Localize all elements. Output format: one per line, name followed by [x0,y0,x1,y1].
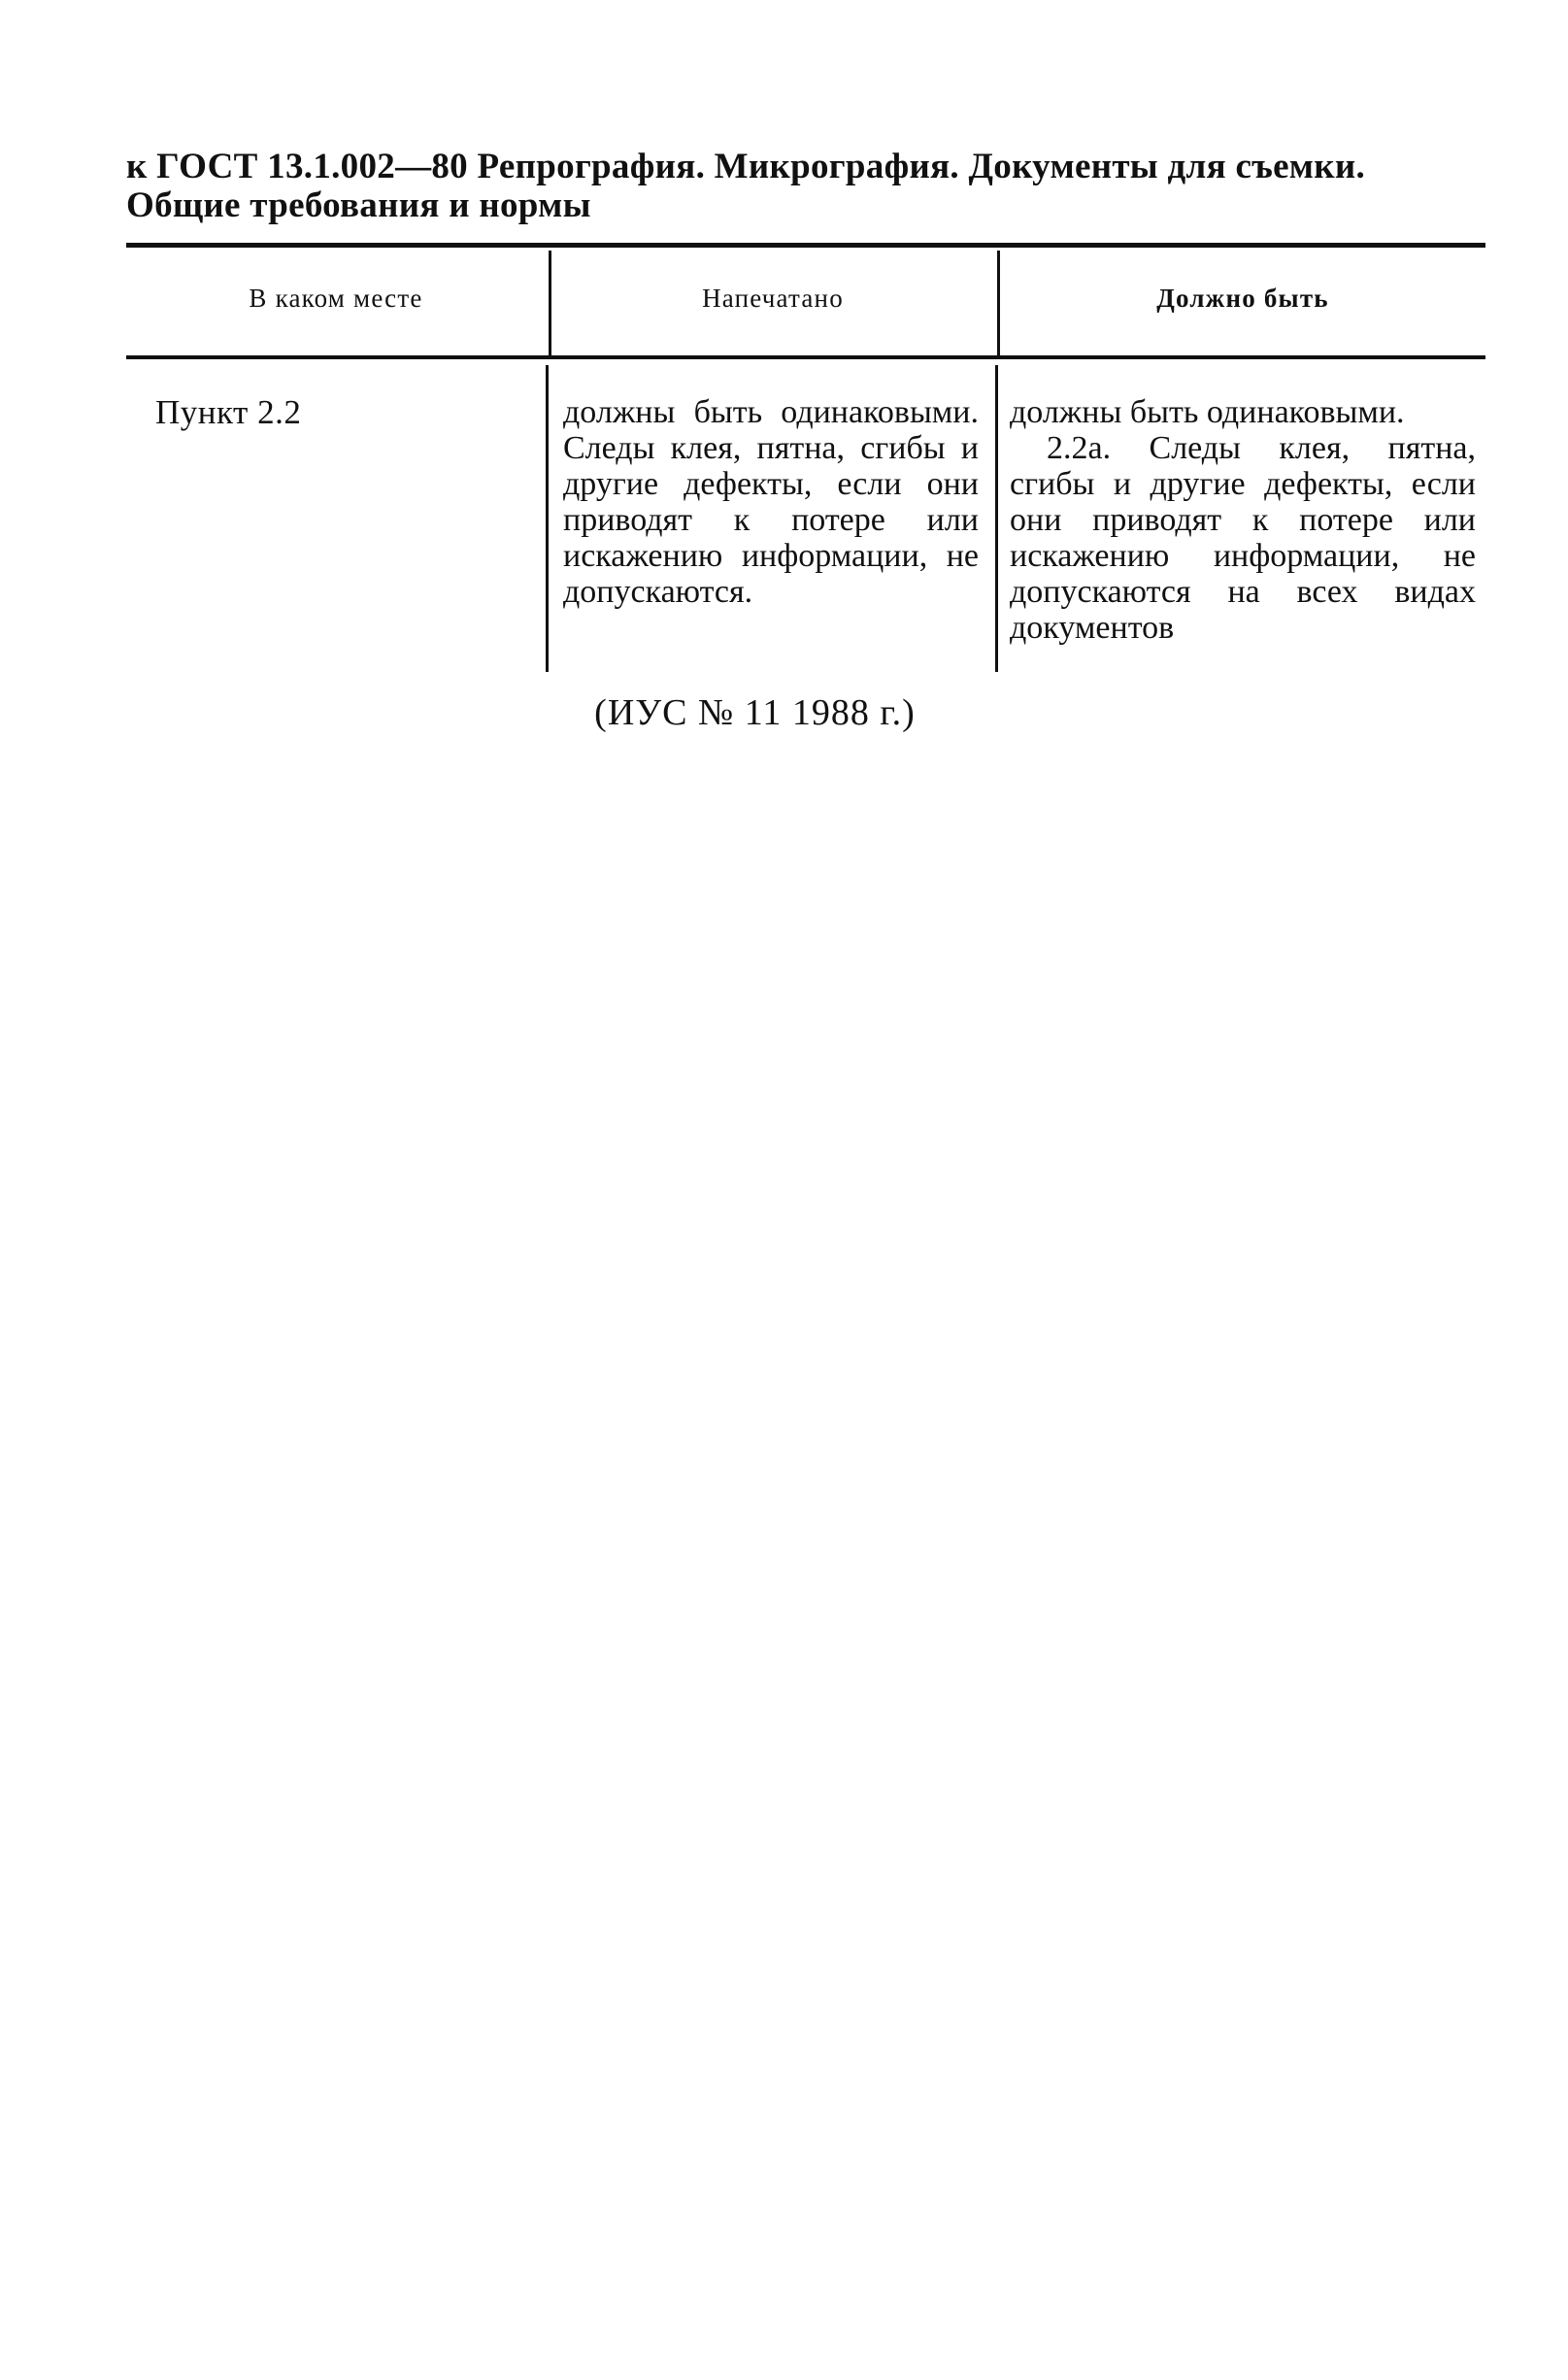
should-be-text-line2: 2.2а. Следы клея, пятна, сгибы и другие дефекты, если они приводят к потере или искажению информации, не допускаются на всех видах документов [1010,430,1476,646]
column-divider [995,365,998,672]
column-header-should-be: Должно быть [1156,284,1329,313]
column-divider [549,251,551,355]
cell-should-be [1010,394,1476,646]
column-header-place: В каком месте [249,284,423,313]
column-header-printed: Напечатано [702,284,844,313]
should-be-text-line1: должны быть одинаковыми. [1010,394,1405,430]
cell-place: Пункт 2.2 [155,393,302,431]
footnote [0,691,1568,734]
cell-printed [563,394,979,610]
printed-text: должны быть одинаковыми. Следы клея, пятна, сгибы и другие дефекты, если они приводят к потере или искажению информации, не допускаются. [563,394,979,610]
column-divider [546,365,549,672]
title-divider [126,243,1485,248]
footnote-text: (ИУС № 11 1988 г.) [594,692,916,733]
column-divider [997,251,1000,355]
document-title: к ГОСТ 13.1.002—80 Репрография. Микрография. Документы для съемки. Общие требования и нормы [126,147,1366,225]
header-divider [126,355,1485,359]
